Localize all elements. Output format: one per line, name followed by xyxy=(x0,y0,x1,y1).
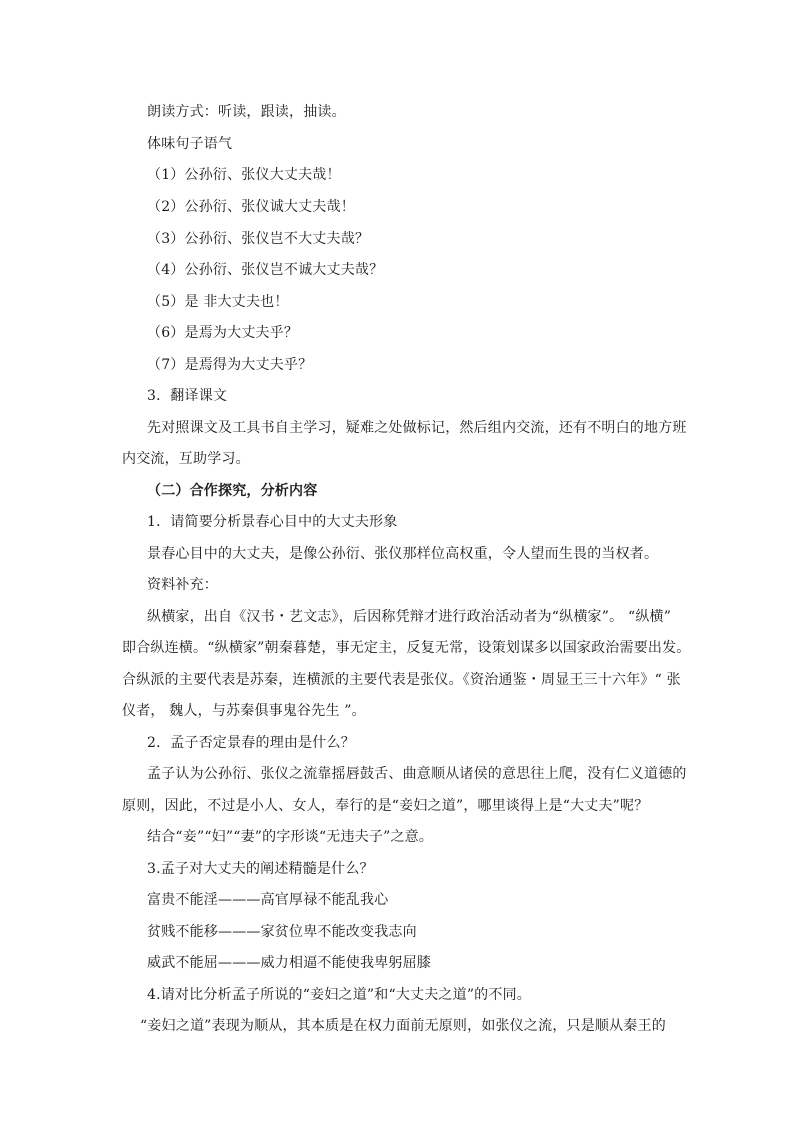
paragraph-line: 即合纵连横。“纵横家”朝秦暮楚，事无定主，反复无常，设策划谋多以国家政治需要出发。 xyxy=(122,640,691,656)
paragraph-line: “妾妇之道”表现为顺从，其本质是在权力面前无原则，如张仪之流，只是顺从秦王的 xyxy=(140,1018,666,1034)
section-heading-cooperative: （二）合作探究，分析内容 xyxy=(147,483,318,499)
tone-sentence-1: （1）公孙衍、张仪大丈夫哉！ xyxy=(147,167,341,183)
essence-line-1: 富贵不能淫———高官厚禄不能乱我心 xyxy=(147,892,389,908)
essence-line-3: 威武不能屈———威力相逼不能使我卑躬屈膝 xyxy=(147,955,431,971)
essence-line-2: 贫贱不能移———家贫位卑不能改变我志向 xyxy=(147,924,417,940)
question-4: 4.请对比分析孟子所说的“妾妇之道”和“大丈夫之道”的不同。 xyxy=(147,987,531,1003)
question-2: 2．孟子否定景春的理由是什么？ xyxy=(147,735,355,751)
tone-sentence-7: （7）是焉得为大丈夫乎？ xyxy=(147,357,313,373)
tone-sentence-5: （5）是 非大丈夫也！ xyxy=(147,294,289,310)
paragraph-line: 内交流，互助学习。 xyxy=(122,451,250,467)
paragraph-line: 仪者， 魏人，与苏秦俱事鬼谷先生 ”。 xyxy=(122,703,366,719)
paragraph-line: 原则，因此，不过是小人、女人，奉行的是“妾妇之道”，哪里谈得上是“大丈夫”呢？ xyxy=(122,798,649,814)
paragraph-line: 合纵派的主要代表是苏秦，连横派的主要代表是张仪。《资治通鉴・周显王三十六年》“ 张 xyxy=(122,672,681,688)
paragraph-line: 结合“妾”“妇”“妻”的字形谈“无违夫子”之意。 xyxy=(147,829,434,845)
question-1: 1．请简要分析景春心目中的大丈夫形象 xyxy=(147,514,398,530)
tone-sentence-3: （3）公孙衍、张仪岂不大丈夫哉？ xyxy=(147,231,370,247)
paragraph-line: 先对照课文及工具书自主学习，疑难之处做标记，然后组内交流，还有不明白的地方班 xyxy=(147,420,687,436)
tone-sentence-2: （2）公孙衍、张仪诚大丈夫哉！ xyxy=(147,199,355,215)
sentence-tone-heading: 体味句子语气 xyxy=(147,136,233,152)
reading-method: 朗读方式：听读，跟读，抽读。 xyxy=(147,104,346,120)
tone-sentence-4: （4）公孙衍、张仪岂不诚大丈夫哉？ xyxy=(147,262,384,278)
paragraph-line: 纵横家，出自《汉书・艺文志》，后因称凭辩才进行政治活动者为“纵横家”。 “纵横” xyxy=(147,609,672,625)
supplement-label: 资料补充： xyxy=(147,577,218,593)
paragraph-line: 孟子认为公孙衍、张仪之流靠摇唇鼓舌、曲意顺从诸侯的意思往上爬，没有仁义道德的 xyxy=(147,766,687,782)
section-heading-translate: 3．翻译课文 xyxy=(147,388,228,404)
paragraph-line: 景春心目中的大丈夫，是像公孙衍、张仪那样位高权重，令人望而生畏的当权者。 xyxy=(147,546,659,562)
question-3: 3.孟子对大丈夫的阐述精髓是什么？ xyxy=(147,861,374,877)
tone-sentence-6: （6）是焉为大丈夫乎？ xyxy=(147,325,299,341)
